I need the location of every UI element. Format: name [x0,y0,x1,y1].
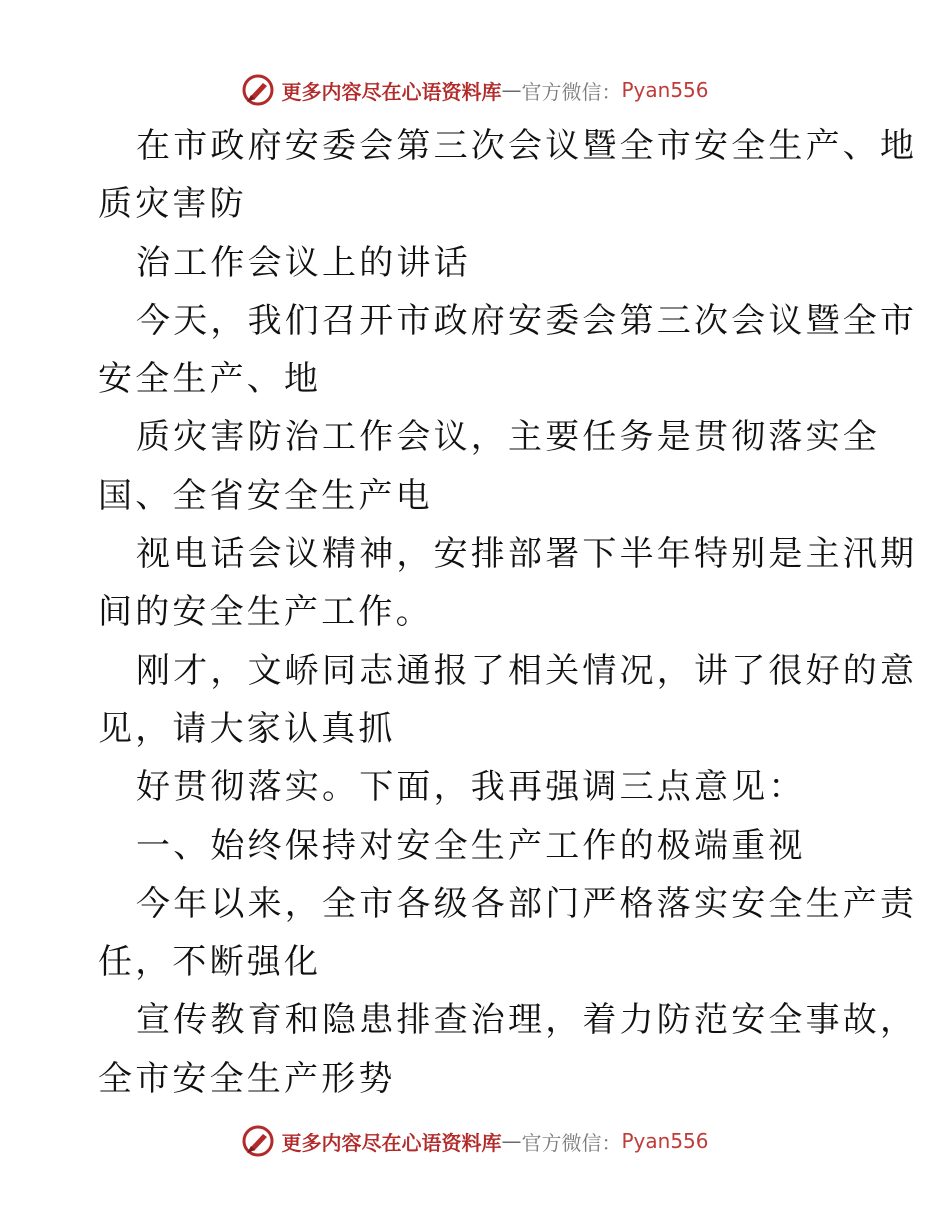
banner-brand-text: 更多内容尽在心语资料库 [281,79,502,104]
banner-dash: — [501,78,522,102]
text-line: 治工作会议上的讲话 [136,242,471,283]
text-line: 今天，我们召开市政府安委会第三次会议暨全市 [136,300,918,341]
text-line: 质灾害防治工作会议，主要任务是贯彻落实全 [136,417,880,458]
text-line: 任，不断强化 [98,942,322,983]
text-line: 安全生产、地 [98,359,322,400]
text-line: 全市安全生产形势 [98,1058,396,1099]
footer-banner [0,1121,950,1161]
text-line: 见，请大家认真抓 [98,708,396,749]
section-heading: 一、始终保持对安全生产工作的极端重视 [136,825,806,866]
banner-wechat-id: Pyan556 [621,1129,709,1153]
banner-dash: — [501,1129,522,1153]
brand-logo-icon [241,73,275,107]
document-body [98,117,918,1108]
text-line: 刚才，文峤同志通报了相关情况，讲了很好的意 [136,650,918,691]
text-line: 间的安全生产工作。 [98,592,433,633]
banner-wechat-label: 官方微信： [521,1130,622,1155]
text-line: 质灾害防 [98,184,247,225]
text-line: 好贯彻落实。下面，我再强调三点意见： [136,767,806,808]
text-line: 今年以来，全市各级各部门严格落实安全生产责 [136,883,918,924]
brand-logo-icon [241,1124,275,1158]
banner-brand-text: 更多内容尽在心语资料库 [281,1130,502,1155]
text-line: 在市政府安委会第三次会议暨全市安全生产、地 [136,126,918,166]
banner-wechat-label: 官方微信： [521,79,622,104]
text-line: 宣传教育和隐患排查治理，着力防范安全事故， [136,1000,918,1041]
text-line: 国、全省安全生产电 [98,475,433,516]
text-line: 视电话会议精神，安排部署下半年特别是主汛期 [136,534,918,575]
banner-wechat-id: Pyan556 [621,78,709,102]
header-banner [0,70,950,110]
